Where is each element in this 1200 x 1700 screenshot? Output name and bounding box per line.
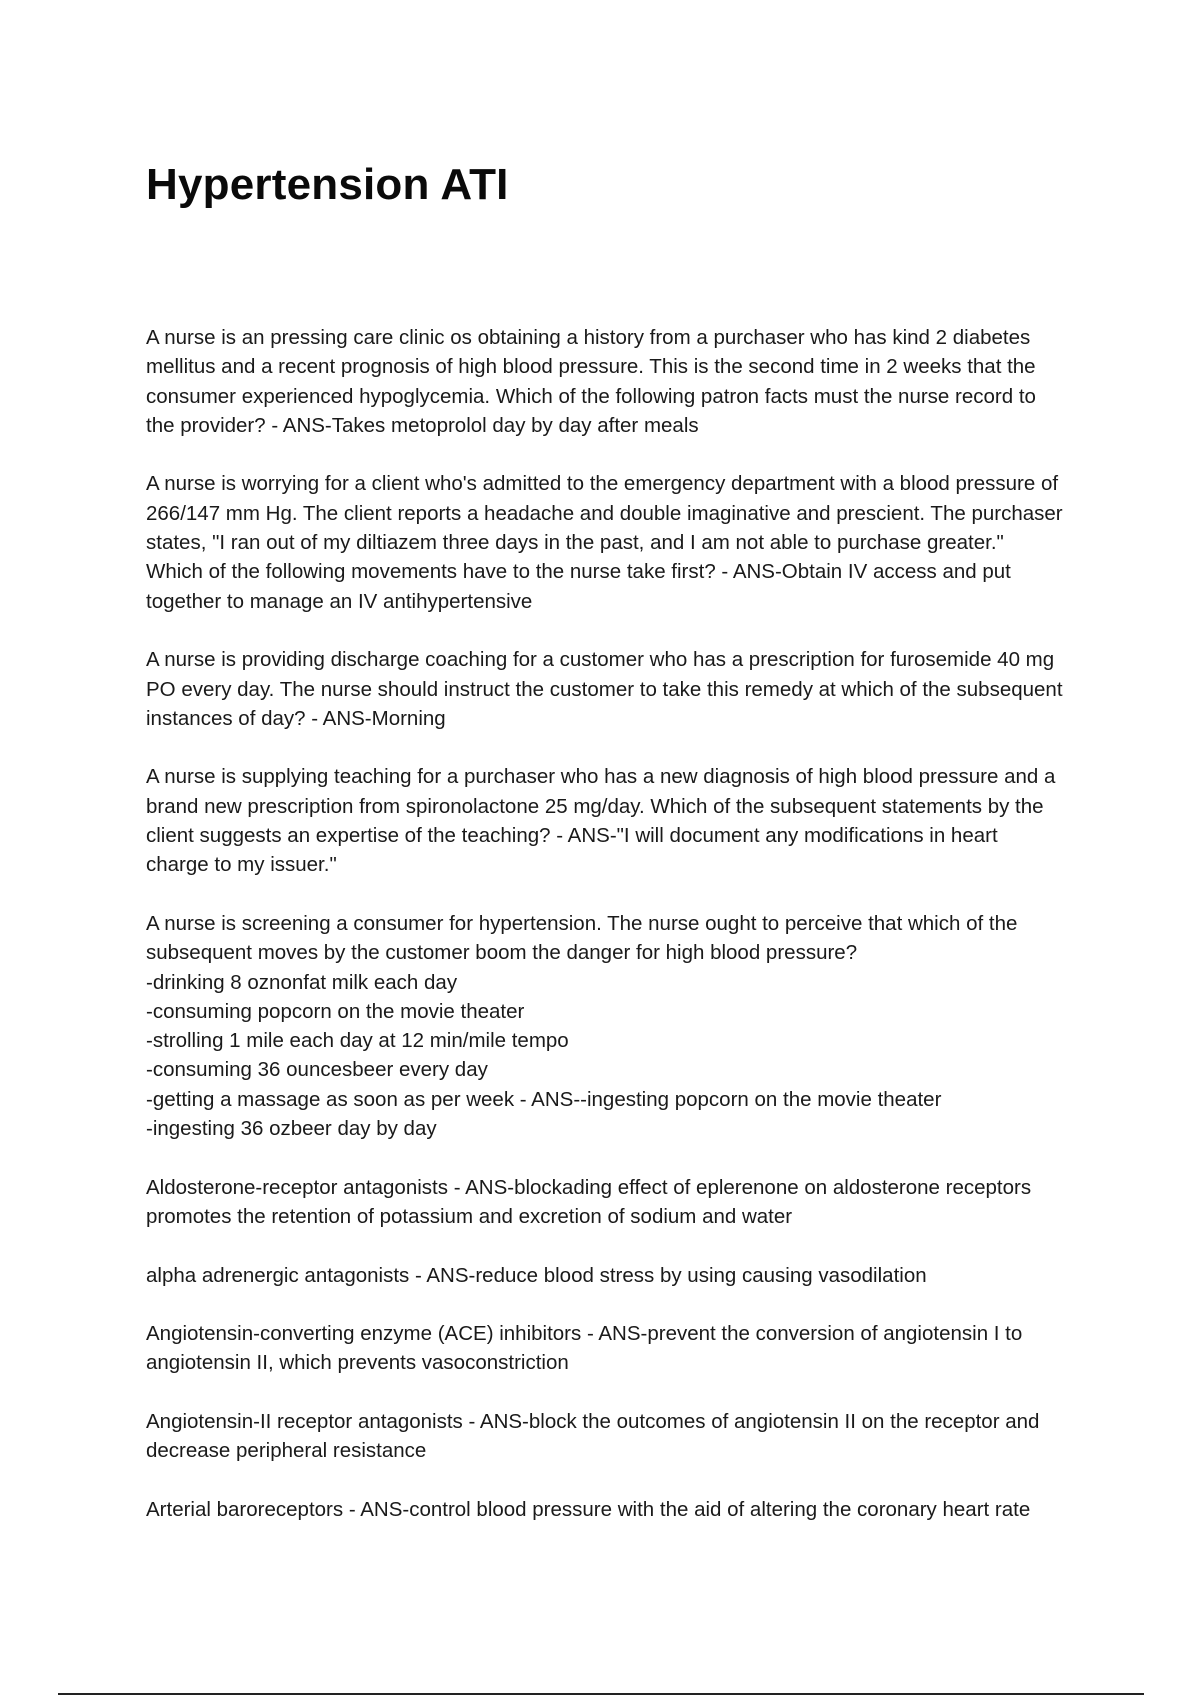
- qa-entry: A nurse is worrying for a client who's admitted to the emergency department with a blood pressure of 266/147 mm Hg. The client reports a headache and double imaginative and prescient. The purchaser states, "I ran out of my diltiazem three days in the past, and I am not able to purchase greater." Which of the following movements have to the nurse take first? - ANS-Obtain IV access and put together to manage an IV antihypertensive: [146, 472, 1063, 613]
- qa-entry: Angiotensin-converting enzyme (ACE) inhibitors - ANS-prevent the conversion of angiotensin I to angiotensin II, which prevents vasoconstriction: [146, 1322, 1023, 1375]
- answer-text: ANS-prevent the conversion of angiotensin I to angiotensin II, which prevents vasoconstriction: [146, 1322, 1023, 1375]
- question-text: Angiotensin-converting enzyme (ACE) inhibitors: [146, 1322, 582, 1346]
- answer-text: ANS-reduce blood stress by using causing vasodilation: [426, 1263, 927, 1287]
- answer-text: ANS-Takes metoprolol day by day after meals: [282, 413, 699, 437]
- question-text: Angiotensin-II receptor antagonists: [146, 1409, 463, 1433]
- answer-text: ANS-control blood pressure with the aid of altering the coronary heart rate: [360, 1497, 1031, 1521]
- qa-entry: Aldosterone-receptor antagonists - ANS-blockading effect of eplerenone on aldosterone receptors promotes the retention of potassium and excretion of sodium and water: [146, 1175, 1032, 1228]
- answer-text: ANS-block the outcomes of angiotensin II on the receptor and decrease peripheral resistance: [146, 1409, 1040, 1463]
- answer-text: ANS-Obtain IV access and put together to manage an IV antihypertensive: [146, 560, 1011, 613]
- question-text: Arterial baroreceptors: [146, 1497, 344, 1521]
- question-text: A nurse is supplying teaching for a purchaser who has a new diagnosis of high blood pressure and a brand new prescription from spironolactone 25 mg/day. Which of the subsequent statements by the client suggests an expertise of the teaching?: [146, 765, 1056, 848]
- qa-entry: A nurse is providing discharge coaching for a customer who has a prescription for furosemide 40 mg PO every day. The nurse should instruct the customer to take this remedy at which of the subsequent instances of day? - ANS-Morning: [146, 648, 1063, 730]
- answer-text: ANS-blockading effect of eplerenone on aldosterone receptors promotes the retention of potassium and excretion of sodium and water: [146, 1175, 1032, 1228]
- qa-entry: A nurse is screening a consumer for hypertension. The nurse ought to perceive that which of the subsequent moves by the customer boom the danger for high blood pressure? -drinking 8 oznonfat milk each day -consuming popcorn on the movie theater -strolling 1 mile each day at 12 min/mile tempo -consuming 36 ouncesbeer every day -getting a massage as soon as per week - ANS--ingesting popcorn on the movie theater -ingesting 36 ozbeer day by day: [146, 911, 1018, 1141]
- qa-entry: A nurse is an pressing care clinic os obtaining a history from a purchaser who has kind 2 diabetes mellitus and a recent prognosis of high blood pressure. This is the second time in 2 weeks that the consumer experienced hypoglycemia. Which of the following patron facts must the nurse record to the provider? - ANS-Takes metoprolol day by day after meals: [146, 326, 1036, 437]
- question-text: A nurse is providing discharge coaching for a customer who has a prescription for furosemide 40 mg PO every day. The nurse should instruct the customer to take this remedy at which of the subsequent instances of day?: [146, 648, 1063, 730]
- question-text: A nurse is screening a consumer for hypertension. The nurse ought to perceive that which of the subsequent moves by the customer boom the danger for high blood pressure? -drinking 8 oznonfat milk each day -consuming popcorn on the movie theater -strolling 1 mile each day at 12 min/mile tempo -consuming 36 ouncesbeer every day -getting a massage as soon as per week: [146, 911, 1018, 1111]
- qa-entry: Angiotensin-II receptor antagonists - ANS-block the outcomes of angiotensin II on the receptor and decrease peripheral resistance: [146, 1409, 1040, 1463]
- qa-entry: alpha adrenergic antagonists - ANS-reduce blood stress by using causing vasodilation: [146, 1263, 927, 1287]
- qa-entry: Arterial baroreceptors - ANS-control blood pressure with the aid of altering the coronary heart rate: [146, 1497, 1031, 1521]
- document-title: Hypertension ATI: [146, 160, 509, 209]
- question-text: alpha adrenergic antagonists: [146, 1263, 410, 1287]
- question-text: A nurse is an pressing care clinic os obtaining a history from a purchaser who has kind 2 diabetes mellitus and a recent prognosis of high blood pressure. This is the second time in 2 weeks that the consumer experienced hypoglycemia. Which of the following patron facts must the nurse record to the provider?: [146, 326, 1036, 437]
- answer-text: ANS-Morning: [322, 706, 446, 730]
- qa-entry: A nurse is supplying teaching for a purchaser who has a new diagnosis of high blood pressure and a brand new prescription from spironolactone 25 mg/day. Which of the subsequent statements by the client suggests an expertise of the teaching? - ANS-"I will document any modifications in heart charge to my issuer.": [146, 765, 1056, 877]
- question-text: A nurse is worrying for a client who's admitted to the emergency department with a blood pressure of 266/147 mm Hg. The client reports a headache and double imaginative and prescient. The purchaser states, "I ran out of my diltiazem three days in the past, and I am not able to purchase greater." Which of the following movements have to the nurse take first?: [146, 472, 1063, 584]
- question-text: Aldosterone-receptor antagonists: [146, 1175, 448, 1199]
- qa-list: [146, 323, 1066, 1553]
- answer-text: ANS-"I will document any modifications in heart charge to my issuer.": [146, 824, 998, 877]
- footer-divider: [58, 1693, 1144, 1695]
- answer-text: ANS--ingesting popcorn on the movie theater -ingesting 36 ozbeer day by day: [146, 1087, 942, 1141]
